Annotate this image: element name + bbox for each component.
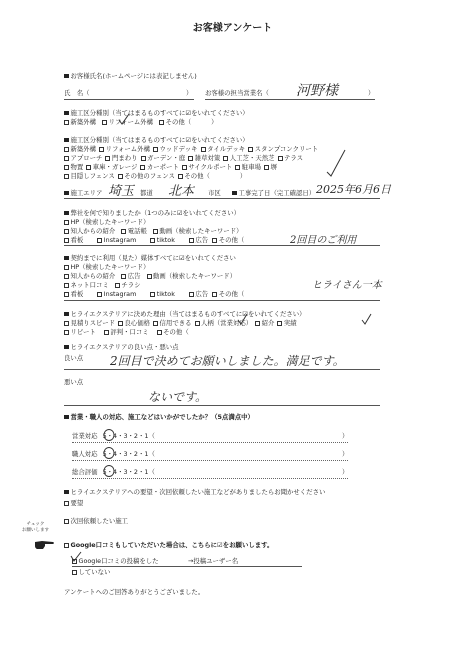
area-city-suffix: 市区 bbox=[208, 189, 221, 197]
type-section-header-2: 施工区分種別（当てはまるものすべてに☑をいれてください） bbox=[64, 136, 249, 144]
contract-row-b: 知人からの紹介 広告 動画（検索したキーワード） bbox=[64, 272, 236, 280]
rating-close: ） bbox=[342, 450, 349, 458]
rating-row: 総合評価 5・4・3・2・1（ bbox=[72, 468, 155, 476]
type-section-header-1: 施工区分種別（当てはまるものすべてに☑をいれてください） bbox=[64, 109, 249, 117]
rating-row: 営業対応 5・4・3・2・1（ bbox=[72, 432, 155, 440]
staff-value: 河野様 bbox=[296, 83, 338, 99]
google-option-posted: Google口コミの投稿をした bbox=[72, 557, 159, 565]
pointing-hand-icon bbox=[34, 537, 56, 551]
checkbox-checked[interactable] bbox=[102, 120, 107, 125]
goodbad-section-header: ヒライエクステリアの良い点・悪い点 bbox=[64, 343, 179, 351]
contract-other-value: ヒライさん一本 bbox=[312, 280, 382, 291]
bad-value: ないです。 bbox=[148, 390, 208, 404]
know-row-b: 知人からの紹介 電話帳 動画（検索したキーワード） bbox=[64, 227, 242, 235]
contract-row-d: 看板 Instagram tiktok 広告 その他（ bbox=[64, 290, 244, 298]
rating-row: 職人対応 5・4・3・2・1（ bbox=[72, 450, 155, 458]
next-label: 次回依頼したい施工 bbox=[64, 517, 128, 525]
name-section-header: お客様氏名(ホームページには表記しません) bbox=[64, 72, 197, 80]
google-section-header: Google口コミもしていただいた場合は、こちらに☑をお願いします。 bbox=[64, 541, 273, 549]
type-row-d: 目隠しフェンス その他のフェンス その他（ ） bbox=[64, 172, 246, 180]
google-option-not-posted: していない bbox=[72, 568, 110, 576]
staff-label: お客様の担当営業名（ bbox=[205, 89, 269, 97]
staff-close: ） bbox=[368, 89, 375, 97]
name-label: 氏 名（ bbox=[64, 89, 90, 97]
type-row-c: 物置 車庫・ガレージ カーポート サイクルポート 駐車場 塀 bbox=[64, 163, 277, 171]
reason-row-b: リピート 評判・口コミ その他（ bbox=[64, 328, 189, 336]
good-label: 良い点 bbox=[64, 354, 84, 362]
rating-section-header: 営業・職人の対応、施工などはいかがでしたか？（5点満点中） bbox=[64, 413, 254, 421]
check-mark-icon bbox=[325, 148, 347, 178]
check-mark-icon bbox=[70, 551, 82, 563]
type-options-1: 新築外構 リフォーム外構 その他（ ） bbox=[64, 118, 218, 126]
reason-row-a: 見積りスピード 良心価格 信用できる 人柄（営業対応） 紹介 実績 bbox=[64, 319, 297, 327]
check-badge: チェック お願いします bbox=[22, 522, 49, 533]
type-row-a: 新築外構 リフォーム外構 ウッドデッキ タイルデッキ スタンプコンクリート bbox=[64, 145, 318, 153]
area-pref-value: 埼玉 bbox=[108, 184, 135, 199]
check-mark-icon bbox=[117, 112, 131, 126]
contract-row-c: ネット口コミ チラシ bbox=[64, 281, 141, 289]
rating-close: ） bbox=[342, 432, 349, 440]
know-section-header: 弊社を何で知りましたか（1つのみに☑をいれてください） bbox=[64, 209, 240, 217]
area-pref-suffix: 都道 bbox=[140, 189, 153, 197]
good-value: 2回目で決めてお願いしました。満足です。 bbox=[110, 354, 345, 368]
request-label: 要望 bbox=[64, 499, 83, 507]
type-row-b: アプローチ 門まわり ガーデン・庭 雑草対策 人工芝・天然芝 テラス bbox=[64, 154, 303, 162]
area-city-value: 北本 bbox=[168, 184, 195, 199]
checkbox[interactable] bbox=[159, 120, 164, 125]
know-row-a: HP（検索したキーワード） bbox=[64, 218, 149, 226]
completion-date: 2025年6月6日 bbox=[316, 183, 391, 196]
area-label: 施工エリア bbox=[64, 189, 102, 197]
name-close: ） bbox=[186, 89, 193, 97]
check-marks-icon bbox=[236, 312, 386, 328]
page-title: お客様アンケート bbox=[192, 23, 273, 34]
google-arrow: →投稿ユーザー名 bbox=[188, 557, 239, 565]
contract-section-header: 契約までに利用（見た）媒体すべてに☑をいれてください bbox=[64, 254, 236, 262]
contract-row-a: HP（検索したキーワード） bbox=[64, 263, 149, 271]
completion-label: 工事完了日（完工確認日） bbox=[232, 189, 315, 197]
know-row-c: 看板 Instagram tiktok 広告 その他（ bbox=[64, 236, 244, 244]
request-section-header: ヒライエクステリアへの要望・次回依頼したい施工などがありましたらお聞かせください bbox=[64, 488, 325, 496]
reason-section-header: ヒライエクステリアに決めた理由（当てはまるものすべてに☑をいれてください） bbox=[64, 310, 306, 318]
thanks-text: アンケートへのご回答ありがとうございました。 bbox=[64, 588, 205, 596]
know-other-value: 2回目のご利用 bbox=[290, 235, 357, 246]
rating-close: ） bbox=[342, 468, 349, 476]
bad-label: 悪い点 bbox=[64, 378, 84, 386]
rating-selected-circles-icon bbox=[102, 426, 116, 486]
checkbox[interactable] bbox=[64, 120, 69, 125]
